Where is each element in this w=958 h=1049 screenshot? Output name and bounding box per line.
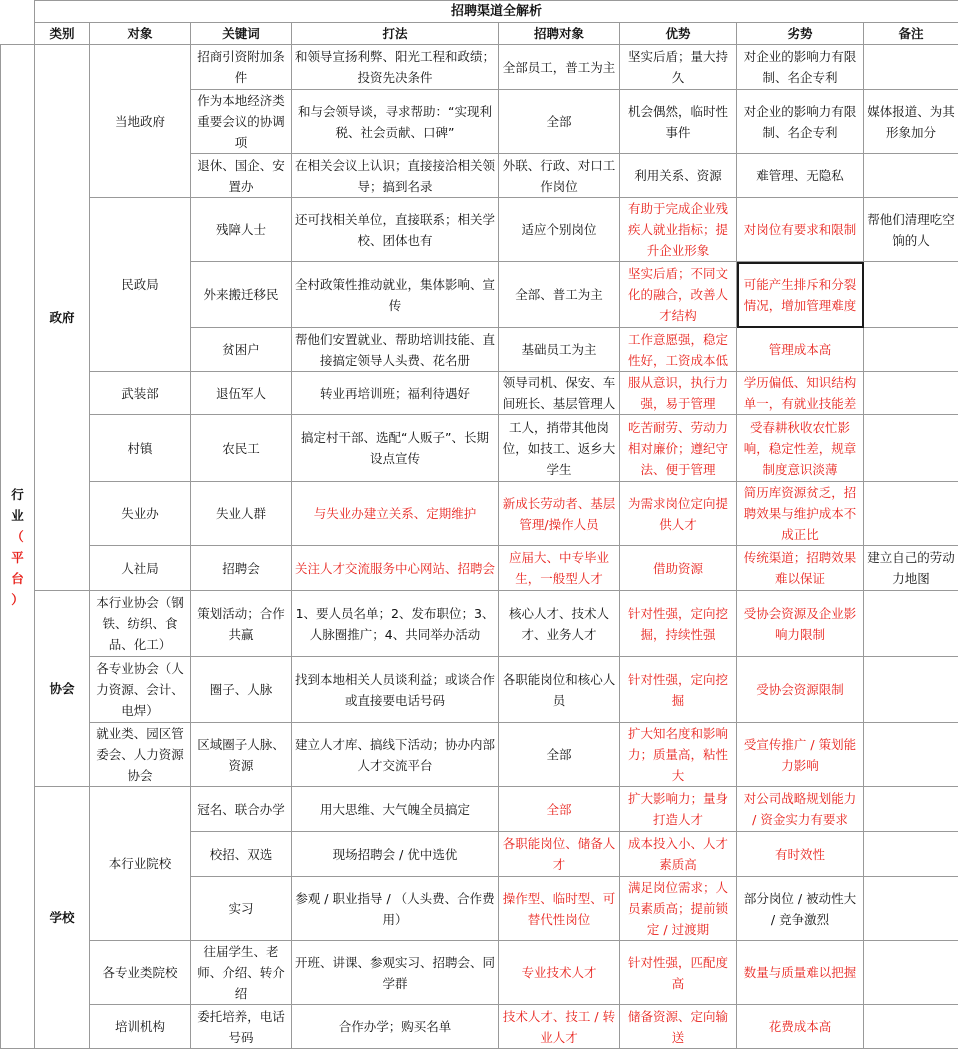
method-cell: 用大思维、大气魄全员搞定 <box>292 787 499 832</box>
object-unemployment-office: 失业办 <box>90 482 191 546</box>
category-association: 协会 <box>35 591 90 787</box>
target-cell: 全部员工，普工为主 <box>499 45 620 90</box>
table-row <box>1 45 958 90</box>
note-cell <box>864 657 958 723</box>
object-armed-forces: 武装部 <box>90 372 191 415</box>
method-cell: 和与会领导谈，寻求帮助：“实现利税、社会贡献、口碑” <box>292 90 499 154</box>
advantage-cell: 满足岗位需求；人员素质高；提前锁定 / 过渡期 <box>620 877 737 941</box>
note-cell <box>864 482 958 546</box>
disadvantage-cell: 对企业的影响力有限制、名企专利 <box>737 90 864 154</box>
header-target: 招聘对象 <box>499 23 620 45</box>
target-cell: 各职能岗位和核心人员 <box>499 657 620 723</box>
table-row <box>1 657 958 723</box>
target-cell: 各职能岗位、储备人才 <box>499 832 620 877</box>
note-cell <box>864 723 958 787</box>
industry-platform-label: 行 业 （ 平 台 ） <box>1 45 35 1049</box>
note-cell <box>864 45 958 90</box>
method-cell: 帮他们安置就业、帮助培训技能、直接搞定领导人头费、花名册 <box>292 328 499 372</box>
advantage-cell: 利用关系、资源 <box>620 154 737 198</box>
disadvantage-cell: 受协会资源及企业影响力限制 <box>737 591 864 657</box>
method-cell: 找到本地相关人员谈利益；或谈合作或直接要电话号码 <box>292 657 499 723</box>
disadvantage-cell: 部分岗位 / 被动性大 / 竞争激烈 <box>737 877 864 941</box>
keyword-cell: 招聘会 <box>191 546 292 591</box>
table-row <box>1 482 958 546</box>
object-park-committee: 就业类、园区管委会、人力资源协会 <box>90 723 191 787</box>
table-row <box>1 723 958 787</box>
object-village: 村镇 <box>90 415 191 482</box>
target-cell: 专业技术人才 <box>499 941 620 1005</box>
table-row <box>1 1005 958 1049</box>
target-cell: 新成长劳动者、基层管理/操作人员 <box>499 482 620 546</box>
keyword-cell: 外来搬迁移民 <box>191 262 292 328</box>
note-cell <box>864 877 958 941</box>
note-cell <box>864 787 958 832</box>
keyword-cell: 往届学生、老师、介绍、转介绍 <box>191 941 292 1005</box>
advantage-cell: 储备资源、定向输送 <box>620 1005 737 1049</box>
note-cell: 帮他们清理吃空饷的人 <box>864 198 958 262</box>
note-cell <box>864 262 958 328</box>
disadvantage-cell: 管理成本高 <box>737 328 864 372</box>
category-government: 政府 <box>35 45 90 591</box>
method-cell: 参观 / 职业指导 / （人头费、合作费用） <box>292 877 499 941</box>
note-cell <box>864 591 958 657</box>
advantage-cell: 针对性强，定向挖掘 <box>620 657 737 723</box>
table-row <box>1 941 958 1005</box>
method-cell: 合作办学；购买名单 <box>292 1005 499 1049</box>
keyword-cell: 冠名、联合办学 <box>191 787 292 832</box>
advantage-cell: 服从意识，执行力强，易于管理 <box>620 372 737 415</box>
keyword-cell: 农民工 <box>191 415 292 482</box>
header-keyword: 关键词 <box>191 23 292 45</box>
method-cell: 现场招聘会 / 优中选优 <box>292 832 499 877</box>
note-cell: 媒体报道、为其形象加分 <box>864 90 958 154</box>
header-advantage: 优势 <box>620 23 737 45</box>
table-row <box>1 546 958 591</box>
advantage-cell: 扩大知名度和影响力；质量高，粘性大 <box>620 723 737 787</box>
note-cell <box>864 832 958 877</box>
target-cell: 全部 <box>499 90 620 154</box>
advantage-cell: 借助资源 <box>620 546 737 591</box>
target-cell: 外联、行政、对口工作岗位 <box>499 154 620 198</box>
advantage-cell: 坚实后盾；量大持久 <box>620 45 737 90</box>
object-professional-college: 各专业类院校 <box>90 941 191 1005</box>
target-cell: 工人，捎带其他岗位，如技工、返乡大学生 <box>499 415 620 482</box>
keyword-cell: 招商引资附加条件 <box>191 45 292 90</box>
disadvantage-cell: 对岗位有要求和限制 <box>737 198 864 262</box>
target-cell: 全部、普工为主 <box>499 262 620 328</box>
disadvantage-cell: 学历偏低、知识结构单一，有就业技能差 <box>737 372 864 415</box>
target-cell: 领导司机、保安、车间班长、基层管理人 <box>499 372 620 415</box>
method-cell: 还可找相关单位，直接联系；相关学校、团体也有 <box>292 198 499 262</box>
header-object: 对象 <box>90 23 191 45</box>
header-row <box>1 23 958 45</box>
disadvantage-cell: 对企业的影响力有限制、名企专利 <box>737 45 864 90</box>
table-row <box>1 372 958 415</box>
disadvantage-cell: 传统渠道；招聘效果难以保证 <box>737 546 864 591</box>
keyword-cell: 委托培养，电话号码 <box>191 1005 292 1049</box>
header-note: 备注 <box>864 23 958 45</box>
object-civil-affairs: 民政局 <box>90 198 191 372</box>
advantage-cell: 有助于完成企业残疾人就业指标；提升企业形象 <box>620 198 737 262</box>
target-cell: 操作型、临时型、可替代性岗位 <box>499 877 620 941</box>
advantage-cell: 针对性强，匹配度高 <box>620 941 737 1005</box>
advantage-cell: 扩大影响力；量身打造人才 <box>620 787 737 832</box>
advantage-cell: 为需求岗位定向提供人才 <box>620 482 737 546</box>
method-cell: 开班、讲课、参观实习、招聘会、同学群 <box>292 941 499 1005</box>
advantage-cell: 机会偶然，临时性事件 <box>620 90 737 154</box>
method-cell: 建立人才库、搞线下活动；协办内部人才交流平台 <box>292 723 499 787</box>
object-industry-college: 本行业院校 <box>90 787 191 941</box>
method-cell: 1、要人员名单；2、发布职位；3、人脉圈推广；4、共同举办活动 <box>292 591 499 657</box>
table-title: 招聘渠道全解析 <box>35 1 958 23</box>
keyword-cell: 残障人士 <box>191 198 292 262</box>
advantage-cell: 坚实后盾；不同文化的融合，改善人才结构 <box>620 262 737 328</box>
selected-cell[interactable]: 可能产生排斥和分裂情况，增加管理难度 <box>737 262 864 328</box>
target-cell: 适应个别岗位 <box>499 198 620 262</box>
note-cell <box>864 328 958 372</box>
disadvantage-cell: 花费成本高 <box>737 1005 864 1049</box>
method-cell: 全村政策性推动就业，集体影响、宣传 <box>292 262 499 328</box>
disadvantage-cell: 受宣传推广 / 策划能力影响 <box>737 723 864 787</box>
category-school: 学校 <box>35 787 90 1049</box>
method-cell: 搞定村干部、选配“人贩子”、长期设点宣传 <box>292 415 499 482</box>
disadvantage-cell: 难管理、无隐私 <box>737 154 864 198</box>
note-cell <box>864 154 958 198</box>
disadvantage-cell: 对公司战略规划能力 / 资金实力有要求 <box>737 787 864 832</box>
target-cell: 技术人才、技工 / 转业人才 <box>499 1005 620 1049</box>
table-row <box>1 415 958 482</box>
method-cell: 和领导宣扬利弊、阳光工程和政绩；投资先决条件 <box>292 45 499 90</box>
keyword-cell: 作为本地经济类重要会议的协调项 <box>191 90 292 154</box>
object-training-institute: 培训机构 <box>90 1005 191 1049</box>
target-cell: 基础员工为主 <box>499 328 620 372</box>
keyword-cell: 贫困户 <box>191 328 292 372</box>
advantage-cell: 针对性强，定向挖掘，持续性强 <box>620 591 737 657</box>
object-local-gov: 当地政府 <box>90 45 191 198</box>
keyword-cell: 退伍军人 <box>191 372 292 415</box>
advantage-cell: 成本投入小、人才素质高 <box>620 832 737 877</box>
disadvantage-cell: 受协会资源限制 <box>737 657 864 723</box>
table-row <box>1 198 958 262</box>
keyword-cell: 实习 <box>191 877 292 941</box>
note-cell: 建立自己的劳动力地图 <box>864 546 958 591</box>
header-method: 打法 <box>292 23 499 45</box>
table-row <box>1 591 958 657</box>
object-hr-bureau: 人社局 <box>90 546 191 591</box>
table-row <box>1 787 958 832</box>
note-cell <box>864 941 958 1005</box>
advantage-cell: 吃苦耐劳、劳动力相对廉价；遵纪守法、便于管理 <box>620 415 737 482</box>
method-cell: 关注人才交流服务中心网站、招聘会 <box>292 546 499 591</box>
corner-blank <box>1 1 35 23</box>
disadvantage-cell: 数量与质量难以把握 <box>737 941 864 1005</box>
target-cell: 核心人才、技术人才、业务人才 <box>499 591 620 657</box>
keyword-cell: 圈子、人脉 <box>191 657 292 723</box>
header-category: 类别 <box>35 23 90 45</box>
keyword-cell: 失业人群 <box>191 482 292 546</box>
keyword-cell: 校招、双选 <box>191 832 292 877</box>
disadvantage-cell: 简历库资源贫乏，招聘效果与维护成本不成正比 <box>737 482 864 546</box>
advantage-cell: 工作意愿强，稳定性好，工资成本低 <box>620 328 737 372</box>
note-cell <box>864 372 958 415</box>
note-cell <box>864 1005 958 1049</box>
disadvantage-cell: 受春耕秋收农忙影响，稳定性差，规章制度意识淡薄 <box>737 415 864 482</box>
object-professional-association: 各专业协会（人力资源、会计、电焊） <box>90 657 191 723</box>
method-cell: 转业再培训班；福利待遇好 <box>292 372 499 415</box>
target-cell: 全部 <box>499 723 620 787</box>
keyword-cell: 区域圈子人脉、资源 <box>191 723 292 787</box>
method-cell: 与失业办建立关系、定期维护 <box>292 482 499 546</box>
object-industry-association: 本行业协会（钢铁、纺织、食品、化工） <box>90 591 191 657</box>
note-cell <box>864 415 958 482</box>
target-cell: 应届大、中专毕业生，一般型人才 <box>499 546 620 591</box>
keyword-cell: 策划活动；合作共赢 <box>191 591 292 657</box>
keyword-cell: 退休、国企、安置办 <box>191 154 292 198</box>
header-disadvantage: 劣势 <box>737 23 864 45</box>
disadvantage-cell: 有时效性 <box>737 832 864 877</box>
method-cell: 在相关会议上认识；直接接洽相关领导；搞到名录 <box>292 154 499 198</box>
target-cell: 全部 <box>499 787 620 832</box>
